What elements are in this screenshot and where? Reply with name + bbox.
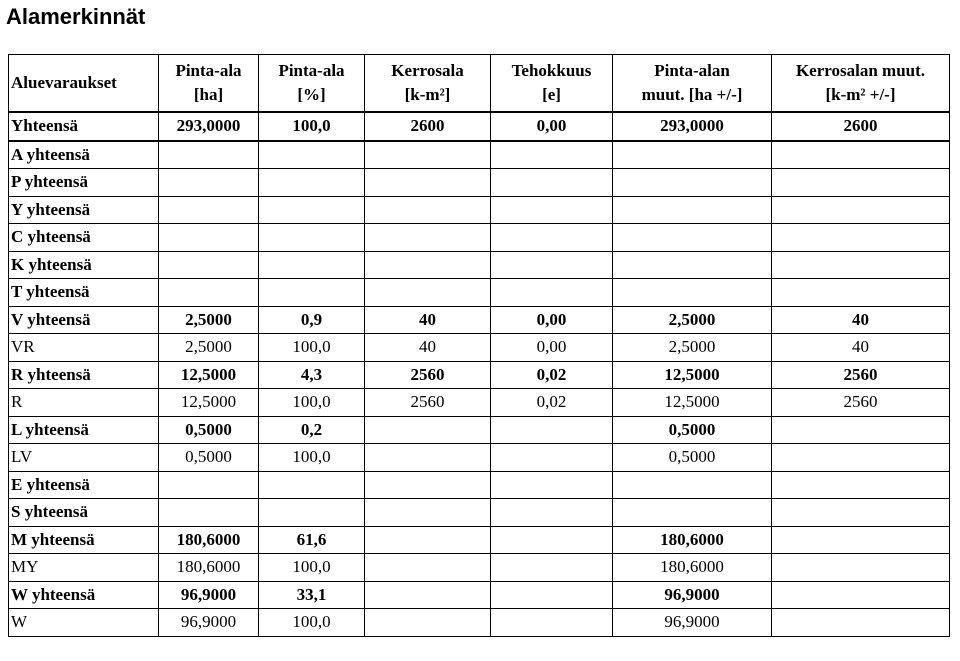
table-cell: 2560: [772, 389, 950, 417]
table-cell: 2560: [365, 389, 491, 417]
column-header: [9, 55, 159, 113]
table-cell: 0,9: [259, 306, 365, 334]
table-cell: 0,00: [491, 334, 613, 362]
table-cell: [365, 526, 491, 554]
table-cell: [491, 169, 613, 197]
table-cell: 2,5000: [613, 334, 772, 362]
table-row: [9, 334, 950, 362]
table-cell: [365, 169, 491, 197]
table-cell: [613, 169, 772, 197]
table-cell: 100,0: [259, 609, 365, 637]
column-header: [491, 55, 613, 113]
table-cell: 12,5000: [613, 361, 772, 389]
column-header-line2: [e]: [542, 85, 561, 104]
table-cell: [613, 196, 772, 224]
table-cell: [365, 196, 491, 224]
table-row: [9, 609, 950, 637]
table-cell: [772, 526, 950, 554]
table-row: [9, 526, 950, 554]
table-cell: 180,6000: [613, 554, 772, 582]
table-cell: [259, 251, 365, 279]
table-cell: [365, 554, 491, 582]
table-cell: [772, 444, 950, 472]
table-row: [9, 112, 950, 141]
column-header-line2: [%]: [297, 85, 326, 104]
table-cell: 0,02: [491, 361, 613, 389]
table-cell: 2560: [365, 361, 491, 389]
table-cell: [772, 609, 950, 637]
table-cell: 180,6000: [159, 554, 259, 582]
table-row: [9, 444, 950, 472]
column-header-line1: Pinta-ala: [175, 61, 242, 80]
row-label-cell: R yhteensä: [9, 361, 159, 389]
table-cell: [491, 444, 613, 472]
table-cell: [259, 279, 365, 307]
table-cell: [491, 471, 613, 499]
column-header: [365, 55, 491, 113]
column-header: [772, 55, 950, 113]
table-row: [9, 141, 950, 169]
column-header-line2: [ha]: [193, 85, 224, 104]
table-cell: [159, 279, 259, 307]
table-row: [9, 196, 950, 224]
land-use-table: [8, 54, 950, 637]
row-label-cell: V yhteensä: [9, 306, 159, 334]
table-row: [9, 169, 950, 197]
column-header-line1: Pinta-ala: [278, 61, 345, 80]
row-label-cell: P yhteensä: [9, 169, 159, 197]
table-cell: 180,6000: [159, 526, 259, 554]
table-cell: 180,6000: [613, 526, 772, 554]
table-cell: 100,0: [259, 389, 365, 417]
table-cell: [365, 499, 491, 527]
table-cell: [772, 416, 950, 444]
table-cell: 0,5000: [159, 416, 259, 444]
table-cell: 0,2: [259, 416, 365, 444]
table-cell: 2600: [772, 112, 950, 141]
table-cell: 293,0000: [159, 112, 259, 141]
table-cell: 96,9000: [159, 609, 259, 637]
table-cell: [613, 141, 772, 169]
table-cell: [159, 141, 259, 169]
row-label-cell: MY: [9, 554, 159, 582]
table-cell: [491, 251, 613, 279]
table-cell: [259, 141, 365, 169]
table-row: [9, 581, 950, 609]
table-cell: [491, 224, 613, 252]
table-cell: [491, 196, 613, 224]
table-row: [9, 389, 950, 417]
table-cell: [159, 224, 259, 252]
table-cell: [365, 141, 491, 169]
table-cell: 0,5000: [613, 444, 772, 472]
table-cell: [365, 581, 491, 609]
row-label-cell: S yhteensä: [9, 499, 159, 527]
table-cell: [365, 251, 491, 279]
table-cell: 12,5000: [159, 361, 259, 389]
table-cell: 100,0: [259, 334, 365, 362]
table-cell: [365, 224, 491, 252]
column-header-line2: [k-m² +/-]: [825, 85, 896, 104]
row-label-cell: Yhteensä: [9, 112, 159, 141]
column-header: [259, 55, 365, 113]
table-cell: [159, 251, 259, 279]
table-cell: [491, 609, 613, 637]
row-label-cell: R: [9, 389, 159, 417]
table-cell: [613, 499, 772, 527]
table-row: [9, 471, 950, 499]
row-label-cell: T yhteensä: [9, 279, 159, 307]
table-cell: [772, 141, 950, 169]
table-row: [9, 361, 950, 389]
column-header: [159, 55, 259, 113]
table-cell: 100,0: [259, 554, 365, 582]
table-cell: 2,5000: [159, 306, 259, 334]
table-cell: 0,00: [491, 112, 613, 141]
row-label-cell: M yhteensä: [9, 526, 159, 554]
table-cell: [159, 196, 259, 224]
table-cell: [259, 169, 365, 197]
table-cell: 0,5000: [613, 416, 772, 444]
table-cell: [613, 279, 772, 307]
table-cell: 2,5000: [613, 306, 772, 334]
table-cell: [772, 279, 950, 307]
table-cell: [772, 251, 950, 279]
table-row: [9, 416, 950, 444]
column-header-line2: muut. [ha +/-]: [641, 85, 743, 104]
table-row: [9, 251, 950, 279]
page-title: Alamerkinnät: [6, 4, 146, 29]
column-header-line1: Tehokkuus: [511, 61, 592, 80]
row-label-cell: E yhteensä: [9, 471, 159, 499]
table-cell: 0,5000: [159, 444, 259, 472]
row-label-cell: W yhteensä: [9, 581, 159, 609]
table-cell: [365, 609, 491, 637]
table-cell: [772, 499, 950, 527]
table-cell: [772, 554, 950, 582]
column-header: [613, 55, 772, 113]
table-cell: [491, 499, 613, 527]
table-row: [9, 554, 950, 582]
row-label-cell: Y yhteensä: [9, 196, 159, 224]
table-cell: [491, 416, 613, 444]
table-cell: [613, 224, 772, 252]
table-cell: [491, 526, 613, 554]
column-header-line1: Kerrosalan muut.: [795, 61, 926, 80]
table-cell: [365, 471, 491, 499]
table-cell: 100,0: [259, 444, 365, 472]
table-row: [9, 224, 950, 252]
table-cell: 2560: [772, 361, 950, 389]
table-cell: [259, 471, 365, 499]
table-cell: 61,6: [259, 526, 365, 554]
table-cell: 40: [772, 334, 950, 362]
table-cell: 33,1: [259, 581, 365, 609]
table-cell: [259, 499, 365, 527]
row-label-cell: LV: [9, 444, 159, 472]
table-cell: [159, 169, 259, 197]
table-row: [9, 306, 950, 334]
table-cell: [159, 471, 259, 499]
table-cell: 0,00: [491, 306, 613, 334]
table-cell: [613, 251, 772, 279]
table-cell: 40: [365, 306, 491, 334]
column-header-line1: Pinta-alan: [654, 61, 730, 80]
table-cell: 12,5000: [159, 389, 259, 417]
table-header-row: [9, 55, 950, 113]
table-cell: 96,9000: [159, 581, 259, 609]
table-cell: 96,9000: [613, 581, 772, 609]
table-cell: [365, 444, 491, 472]
table-cell: [772, 224, 950, 252]
table-cell: 2,5000: [159, 334, 259, 362]
table-cell: 100,0: [259, 112, 365, 141]
table-cell: 40: [772, 306, 950, 334]
table-cell: 40: [365, 334, 491, 362]
table-cell: [491, 279, 613, 307]
column-header-line1: Kerrosala: [391, 61, 464, 80]
table-cell: [491, 581, 613, 609]
table-cell: 2600: [365, 112, 491, 141]
table-cell: [772, 581, 950, 609]
table-cell: [259, 196, 365, 224]
table-cell: [491, 141, 613, 169]
row-label-cell: A yhteensä: [9, 141, 159, 169]
table-body: [9, 112, 950, 636]
table-row: [9, 499, 950, 527]
row-label-cell: VR: [9, 334, 159, 362]
table-cell: 4,3: [259, 361, 365, 389]
row-label-cell: C yhteensä: [9, 224, 159, 252]
row-label-cell: W: [9, 609, 159, 637]
table-cell: 293,0000: [613, 112, 772, 141]
column-header-line1: Aluevaraukset: [11, 73, 117, 92]
table-cell: 96,9000: [613, 609, 772, 637]
table-cell: 0,02: [491, 389, 613, 417]
table-cell: [772, 169, 950, 197]
table-cell: [772, 196, 950, 224]
table-cell: [613, 471, 772, 499]
row-label-cell: K yhteensä: [9, 251, 159, 279]
table-cell: [491, 554, 613, 582]
table-cell: [772, 471, 950, 499]
table-cell: [159, 499, 259, 527]
table-cell: [365, 416, 491, 444]
row-label-cell: L yhteensä: [9, 416, 159, 444]
table-cell: [259, 224, 365, 252]
table-row: [9, 279, 950, 307]
column-header-line2: [k-m²]: [404, 85, 451, 104]
table-cell: 12,5000: [613, 389, 772, 417]
table-cell: [365, 279, 491, 307]
